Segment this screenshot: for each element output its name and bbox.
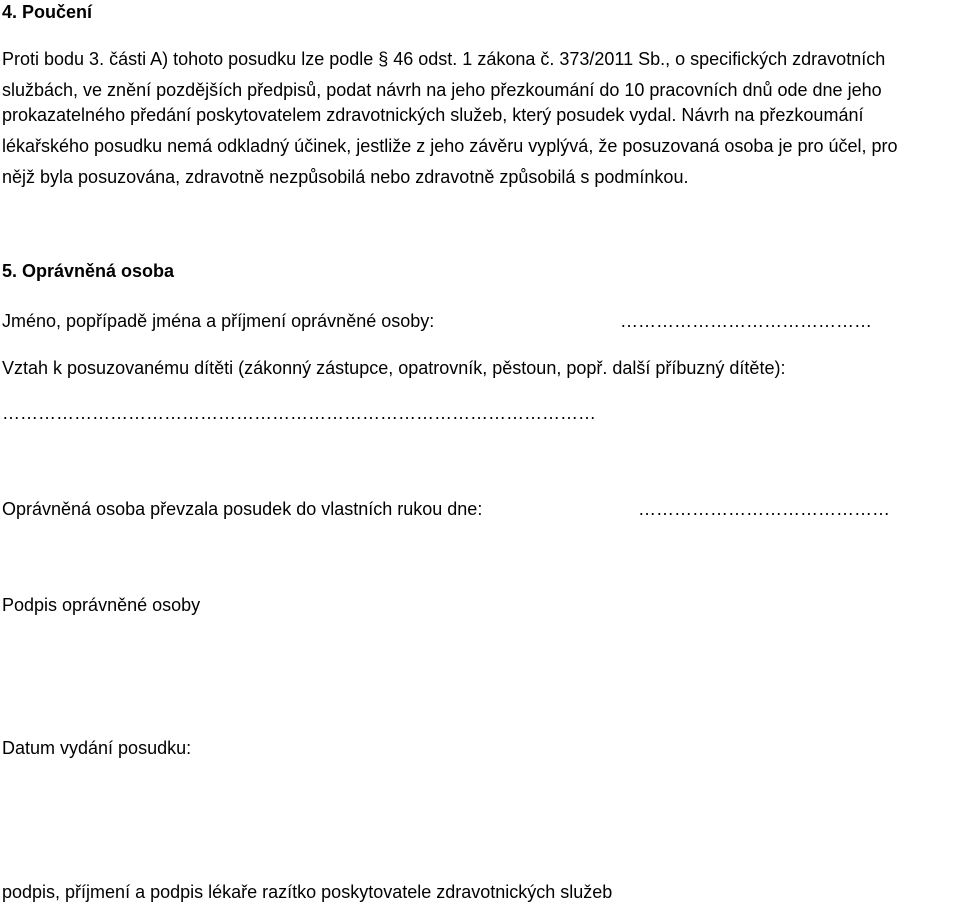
name-label: Jméno, popřípadě jména a příjmení oprávněné osoby: [2, 311, 435, 331]
doctor-signature-line: podpis, příjmení a podpis lékaře razítko poskytovatele zdravotnických služeb [2, 882, 613, 902]
relation-fill-line: ……………………………………………………………………………………… [2, 403, 596, 423]
name-fill-line: …………………………………… [620, 311, 872, 331]
paragraph-line-1: Proti bodu 3. části A) tohoto posudku lze podle § 46 odst. 1 zákona č. 373/2011 Sb., o specifických zdravotních [2, 49, 886, 69]
paragraph-line-3: prokazatelného předání poskytovatelem zdravotnických služeb, který posudek vydal. Návrh na přezkoumání [2, 105, 864, 125]
section-5-heading: 5. Oprávněná osoba [2, 261, 175, 281]
paragraph-line-4: lékařského posudku nemá odkladný účinek, jestliže z jeho závěru vyplývá, že posuzovaná osoba je pro účel, pro [2, 136, 898, 156]
paragraph-line-2: službách, ve znění pozdějších předpisů, podat návrh na jeho přezkoumání do 10 pracovních dnů ode dne jeho [2, 80, 882, 100]
section-4-heading: 4. Poučení [2, 2, 93, 22]
issue-date-label: Datum vydání posudku: [2, 738, 192, 758]
relation-label: Vztah k posuzovanému dítěti (zákonný zástupce, opatrovník, pěstoun, popř. další příbuzný dítěte): [2, 358, 786, 378]
received-fill-line: …………………………………… [638, 499, 890, 519]
paragraph-line-5: nějž byla posuzována, zdravotně nezpůsobilá nebo zdravotně způsobilá s podmínkou. [2, 167, 689, 187]
received-label: Oprávněná osoba převzala posudek do vlastních rukou dne: [2, 499, 483, 519]
signature-label: Podpis oprávněné osoby [2, 595, 201, 615]
